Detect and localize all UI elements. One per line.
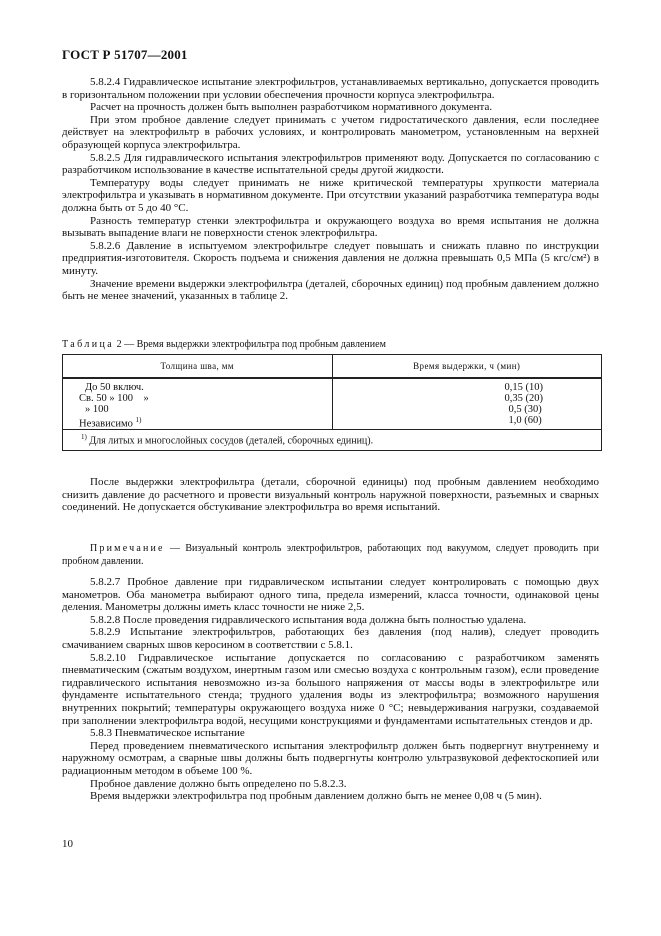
footnote-ref: 1) [135, 416, 142, 424]
table-caption-word: Таблица [62, 339, 115, 350]
thickness-value: До 50 включ. [85, 382, 144, 393]
thickness-cell [63, 378, 333, 430]
column-header-time: Время выдержки, ч (мин) [332, 355, 602, 379]
paragraph: Температуру воды следует принимать не ниже критической температуры хрупкости материала электрофильтра и указывать в нормативном документе. При отсутствии указаний разработчика температура воды должна быть от 5 до 40 °С. [62, 176, 599, 214]
paragraph: Время выдержки электрофильтра под пробным давлением должно быть не менее 0,08 ч (5 мин). [90, 790, 542, 803]
paragraph: Пробное давление должно быть определено по 5.8.2.3. [90, 777, 347, 790]
thickness-value: » 100 [85, 404, 109, 415]
paragraph: 5.8.2.9 Испытание электрофильтров, работающих без давления (под налив), следует проводить смачиванием сварных швов керосином в соответствии с 5.8.1. [62, 626, 599, 651]
time-value: 0,35 (20) [504, 393, 543, 404]
after-table-text [62, 476, 599, 514]
table-caption [62, 339, 602, 350]
time-cell [332, 378, 602, 430]
note-block [62, 542, 599, 568]
table-footnote: $^{1)}$ Для литых и многослойных сосудов (деталей, сборочных единиц). [63, 430, 602, 451]
footnote-mark: 1) [81, 433, 87, 441]
exposure-time-table [62, 354, 602, 451]
body-text-bottom [62, 576, 599, 803]
paragraph: Расчет на прочность должен быть выполнен разработчиком нормативного документа. [90, 101, 493, 114]
page-number: 10 [62, 838, 73, 850]
table-footnote-row [63, 430, 602, 451]
paragraph: Значение времени выдержки электрофильтра (деталей, сборочных единиц) под пробным давлением должно быть не менее значений, указанных в таблице 2. [62, 277, 599, 303]
note-label: Примечание [90, 543, 165, 554]
section-heading: 5.8.3 Пневматическое испытание [90, 727, 245, 740]
paragraph: 5.8.2.7 Пробное давление при гидравлическом испытании следует контролировать с помощью двух манометров. Оба манометра выбирают одного типа, предела измерений, класса точности, одинаковой цены деления. Манометры должны иметь класс точности не ниже 2,5. [62, 576, 599, 614]
body-text-top [62, 76, 599, 303]
note-text: — Визуальный контроль электрофильтров, работающих под вакуумом, следует проводить при пробном давлении. [62, 543, 599, 567]
paragraph: 5.8.2.8 После проведения гидравлического испытания вода должна быть полностью удалена. [90, 613, 527, 626]
time-value: 1,0 (60) [508, 415, 542, 426]
paragraph: При этом пробное давление следует принимать с учетом гидростатического давления, если последнее действует на электрофильтр в рабочих условиях, и контролировать манометром, установленным на верхней образующей корпуса электрофильтра. [62, 113, 599, 151]
table-header-row [63, 355, 602, 379]
column-header-thickness: Толщина шва, мм [63, 355, 333, 379]
thickness-value: Независимо $^{1)}$ [79, 416, 142, 430]
paragraph: 5.8.2.10 Гидравлическое испытание допускается по согласованию с разработчиком заменять пневматическим (сжатым воздухом, инертным газом или смесью воздуха с контрольным газом), если проведение гидравлического испытания невозможно из-за большого напряжения от массы воды в электрофильтре или фундаменте испытательного стенда; трудного удаления воды из электрофильтра; возможного нарушения внутренних покрытий; температуры окружающего воздуха ниже 0 °С; невыдерживания нагрузки, создаваемой при заполнении электрофильтра водой, несущими конструкциями и фундаментами испытательных стендов и др. [62, 651, 599, 727]
table-caption-title: 2 — Время выдержки электрофильтра под пробным давлением [116, 339, 386, 350]
paragraph: Перед проведением пневматического испытания электрофильтр должен быть подвергнут внутреннему и наружному осмотрам, а сварные швы должны быть подвергнуты контролю ультразвуковой дефектоскопией или радиационным методом в объеме 100 %. [62, 739, 599, 777]
paragraph: Разность температур стенки электрофильтра и окружающего воздуха во время испытания не должна вызывать выпадение влаги не поверхности стенок электрофильтра. [62, 214, 599, 240]
table-row [63, 378, 602, 430]
thickness-value: Св. 50 » 100 » [79, 393, 149, 404]
paragraph: 5.8.2.4 Гидравлическое испытание электрофильтров, устанавливаемых вертикально, допускается проводить в горизонтальном положении при условии обеспечения прочности корпуса электрофильтра. [62, 76, 599, 101]
note [62, 542, 599, 568]
time-value: 0,15 (10) [504, 382, 543, 393]
paragraph: После выдержки электрофильтра (детали, сборочной единицы) под пробным давлением необходимо снизить давление до расчетного и провести визуальный контроль наружной поверхности, разъемных и сварных соединений. Не допускается обстукивание электрофильтра во время испытаний. [62, 476, 599, 514]
time-value: 0,5 (30) [508, 404, 542, 415]
paragraph: 5.8.2.6 Давление в испытуемом электрофильтре следует повышать и снижать плавно по инструкции предприятия-изготовителя. Скорость подъема и снижения давления не должна превышать 0,5 МПа (5 кгс/см²) в минуту. [62, 239, 599, 277]
paragraph: 5.8.2.5 Для гидравлического испытания электрофильтров применяют воду. Допускается по согласованию с разработчиком использование в качестве испытательной среды другой жидкости. [62, 151, 599, 177]
document-header: ГОСТ Р 51707—2001 [62, 47, 188, 62]
